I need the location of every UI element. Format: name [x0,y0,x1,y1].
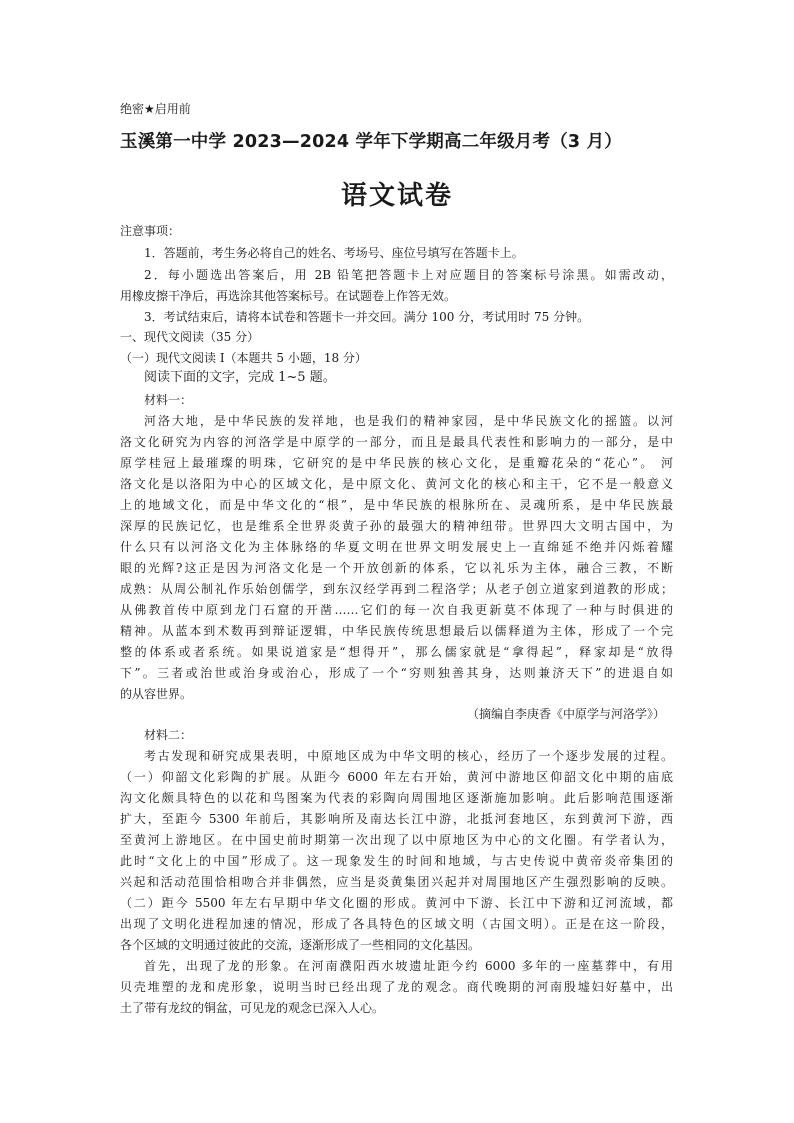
material1-label: 材料一： [144,393,193,407]
material2-line: 扩大，至距今 5300 年前后，其影响所及南达长江中游，北抵河套地区，东到黄河下游，西 [120,812,673,826]
secret-mark: 绝密★启用前 [120,102,191,116]
material1-line: 眼的光辉?这正是因为河洛文化是一个开放创新的体系，它以礼乐为主体，融合三教，不断 [120,561,673,575]
reading-instruction: 阅读下面的文字，完成 1~5 题。 [144,370,336,385]
material2-line: 土了带有龙纹的铜盆，可见龙的观念已深入人心。 [120,1001,385,1015]
material2-line: 各个区域的文明通过彼此的交流，逐渐形成了一些相同的文化基因。 [120,938,481,952]
material1-line: 洛文化是以洛阳为中心的区域文化，是中原文化、黄河文化的核心和主干，它不是一般意义 [120,477,673,491]
material2-line: 贝壳堆塑的龙和虎形象，说明当时已经出现了龙的观念。商代晚期的河南殷墟妇好墓中，出 [120,980,673,994]
material1-line: 精神。从蓝本到术数再到辩证逻辑，中华民族传统思想最后以儒释道为主体，形成了一个完 [120,624,673,638]
subject-title: 语文试卷 [340,181,453,211]
material2-line: 首先，出现了龙的形象。在河南濮阳西水坡遗址距今约 6000 多年的一座墓葬中，有用 [144,959,673,973]
material1-line: 河洛大地，是中华民族的发祥地，也是我们的精神家园，是中华民族文化的摇篮。以河 [144,414,673,428]
notice-heading: 注意事项： [120,224,181,238]
material1-source: （摘编自李庚香《中原学与河洛学》） [466,707,665,721]
material2-line: （二）距今 5500 年左右早期中华文化圈的形成。黄河中下游、长江中下游和辽河流域，都 [120,896,673,910]
material1-line: 什么只有以河洛文化为主体脉络的华夏文明在世界文明发展史上一直绵延不绝并闪烁着耀 [120,540,673,554]
material2-line: 至黄河上游地区。在中国史前时期第一次出现了以中原地区为中心的文化圈。有学者认为， [120,833,673,847]
material1-line: 下”。三者或治世或治身或治心，形成了一个“穷则独善其身，达则兼济天下”的进退自如 [120,666,673,680]
material1-line: 上的地域文化，而是中华文化的“根”，是中华民族的根脉所在、灵魂所系，是中华民族最 [120,498,673,512]
material2-line: 考古发现和研究成果表明，中原地区成为中华文明的核心，经历了一个逐步发展的过程。 [144,749,673,763]
exam-title: 玉溪第一中学 2023—2024 学年下学期高二年级月考（3 月） [120,132,622,152]
notice-item-2b: 用橡皮擦干净后，再选涂其他答案标号。在试题卷上作答无效。 [120,289,457,303]
material1-line: 洛文化研究为内容的河洛学是中原学的一部分，而且是最具代表性和影响力的一部分，是中 [120,435,673,449]
subsection-heading: （一）现代文阅读 I（本题共 5 小题，18 分） [120,351,367,365]
material2-label: 材料二： [144,728,193,742]
material2-line: 兴起和活动范围恰相吻合并非偶然，应当是炎黄集团兴起并对周围地区产生强烈影响的反映。 [120,875,673,889]
material1-line: 成熟：从周公制礼作乐始创儒学，到东汉经学再到二程洛学；从老子创立道家到道教的形成； [120,582,673,596]
material1-line: 从佛教首传中原到龙门石窟的开凿……它们的每一次自我更新莫不体现了一种与时俱进的 [120,603,673,617]
section-heading: 一、现代文阅读（35 分） [120,330,260,344]
material2-line: 此时“文化上的中国”形成了。这一现象发生的时间和地域，与古史传说中黄帝炎帝集团的 [120,854,673,868]
material1-line: 整的体系或者系统。如果说道家是“想得开”，那么儒家就是“拿得起”，释家却是“放得 [120,645,673,659]
material2-line: （一）仰韶文化彩陶的扩展。从距今 6000 年左右开始，黄河中游地区仰韶文化中期的庙底 [120,770,673,784]
material2-line: 出现了文明化进程加速的情况，形成了各具特色的区域文明（古国文明）。正是在这一阶段， [120,917,673,931]
material2-line: 沟文化颇具特色的以花和鸟图案为代表的彩陶向周围地区逐渐施加影响。此后影响范围逐渐 [120,791,673,805]
notice-item-3: 3．考试结束后，请将本试卷和答题卡一并交回。满分 100 分，考试用时 75 分钟。 [144,310,590,324]
material1-line: 的从容世界。 [120,687,193,701]
notice-item-1: 1．答题前，考生务必将自己的姓名、考场号、座位号填写在答题卡上。 [144,246,524,260]
material1-line: 原学桂冠上最璀璨的明珠，它研究的是中华民族的核心文化，是重瓣花朵的“花心”。 河 [120,456,673,470]
material1-line: 深厚的民族记忆，也是维系全世界炎黄子孙的最强大的精神纽带。世界四大文明古国中，为 [120,519,673,533]
notice-item-2a: 2．每小题选出答案后，用 2B 铅笔把答题卡上对应题目的答案标号涂黑。如需改动， [144,268,673,282]
